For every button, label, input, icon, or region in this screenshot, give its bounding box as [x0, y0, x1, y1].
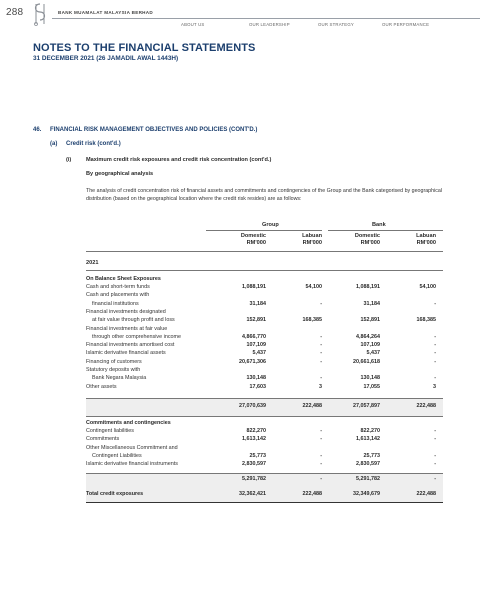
cell-value: 107,109 [246, 342, 266, 349]
cell-value: 31,184 [249, 300, 266, 307]
row-label: Contingent liabilities [86, 428, 134, 434]
bank-logo-icon [30, 2, 50, 26]
subtotal1-value: 27,070,639 [239, 403, 266, 409]
table-section-heading [86, 276, 443, 283]
cell-value: 25,773 [249, 452, 266, 459]
table-row-subtotal1 [86, 403, 443, 410]
subtotal2-value: 5,291,782 [242, 476, 266, 482]
row-label: Islamic derivative financial instruments [86, 461, 178, 468]
table-row [86, 436, 443, 443]
table-row [86, 309, 443, 316]
cell-value: 17,603 [249, 383, 266, 390]
cell-value: - [434, 333, 436, 340]
cell-value: 1,088,191 [242, 284, 266, 290]
row-label: Commitments [86, 436, 120, 443]
cell-value: 130,148 [360, 375, 380, 382]
note-number: 46. [33, 127, 42, 133]
cell-value: - [434, 375, 436, 382]
nav-our-performance[interactable]: OUR PERFORMANCE [382, 22, 430, 27]
table-row [86, 359, 443, 366]
year-rule [86, 270, 443, 271]
nav-about-us[interactable]: ABOUT US [181, 22, 205, 27]
col-bank-domestic: Domestic [354, 233, 380, 239]
row-label: Financial investments amortised cost [86, 342, 175, 349]
total-label: Total credit exposures [86, 491, 144, 497]
col-bank-labuan-unit: RM'000 [416, 240, 436, 246]
table-row [86, 375, 443, 382]
row-label: Cash and short-term funds [86, 284, 150, 290]
subtotal2-value: - [320, 476, 322, 482]
intro-paragraph: The analysis of credit concentration risk of financial assets and commitments and contingencies of the Group and the Bank categorised by geographical distribution (based on the geographical location where the credit risk resides) are as follows: [86, 188, 442, 202]
cell-value: 168,385 [302, 317, 322, 324]
row-label: Contingent Liabilities [92, 452, 142, 459]
subtotal1-top-rule [86, 398, 443, 399]
table-row [86, 317, 443, 324]
cell-value: - [320, 333, 322, 340]
cell-value: 822,270 [246, 428, 266, 434]
cell-value: - [320, 375, 322, 382]
cell-value: - [434, 300, 436, 307]
cell-value: 20,661,618 [353, 358, 380, 365]
cell-value: 4,864,264 [356, 333, 380, 340]
table-row [86, 428, 443, 435]
cell-value: 152,891 [360, 317, 380, 324]
page-number: 288 [6, 7, 24, 18]
table-row [86, 284, 443, 291]
cell-value: 1,613,142 [356, 436, 380, 443]
subtotal1-value: 222,488 [302, 403, 322, 409]
cell-value: 3 [319, 383, 322, 390]
total-bottom-rule [86, 502, 443, 503]
row-label: Cash and placements with [86, 292, 150, 299]
cell-value: 2,830,597 [242, 461, 266, 468]
table-row [86, 384, 443, 391]
cell-value: 822,270 [360, 428, 380, 434]
table-row [86, 350, 443, 357]
total-value: 32,362,421 [239, 491, 266, 497]
cell-value: - [434, 428, 436, 434]
table-row-total [86, 491, 443, 498]
nav-our-leadership[interactable]: OUR LEADERSHIP [249, 22, 290, 27]
year-label: 2021 [86, 260, 99, 266]
table-row [86, 461, 443, 468]
page-subtitle: 31 DECEMBER 2021 (26 JAMADIL AWAL 1443H) [33, 55, 179, 62]
row-label: Financing of customers [86, 358, 142, 365]
row-label: Other assets [86, 383, 117, 390]
group-label: Group [262, 222, 279, 228]
subtotal1-value: 27,057,897 [353, 403, 380, 409]
cell-value: 54,100 [419, 284, 436, 290]
cell-value: 4,866,770 [242, 333, 266, 340]
cell-value: 2,830,597 [356, 461, 380, 468]
cell-value: 168,385 [416, 317, 436, 324]
col-bank-domestic-unit: RM'000 [360, 240, 380, 246]
bank-rule [328, 230, 443, 231]
cell-value: 1,613,142 [242, 436, 266, 443]
cell-value: - [434, 350, 436, 357]
col-group-domestic-unit: RM'000 [246, 240, 266, 246]
page-title: NOTES TO THE FINANCIAL STATEMENTS [33, 42, 256, 54]
row-label: through other comprehensive income [92, 333, 181, 340]
cell-value: - [320, 358, 322, 365]
group-rule [206, 230, 322, 231]
header-divider [52, 18, 480, 19]
cell-value: 31,184 [363, 300, 380, 307]
cell-value: 20,671,306 [239, 358, 266, 365]
table-row-subtotal2 [86, 476, 443, 483]
cell-value: - [320, 350, 322, 357]
cell-value: - [434, 436, 436, 443]
cell-value: - [434, 461, 436, 468]
row-label: at fair value through profit and loss [92, 317, 175, 324]
section-label: On Balance Sheet Exposures [86, 276, 161, 282]
nav-our-strategy[interactable]: OUR STRATEGY [318, 22, 354, 27]
total-value: 32,349,679 [353, 491, 380, 497]
cell-value: - [320, 428, 322, 434]
cell-value: - [320, 342, 322, 349]
row-label: Financial investments at fair value [86, 325, 168, 332]
cell-value: 25,773 [363, 452, 380, 459]
table-row [86, 445, 443, 452]
subtotal2-value: 5,291,782 [356, 476, 380, 482]
subtotal1-bottom-rule [86, 416, 443, 417]
total-value: 222,488 [302, 491, 322, 497]
subsection-i-label: (i) [66, 157, 72, 163]
cell-value: 130,148 [246, 375, 266, 382]
col-group-labuan-unit: RM'000 [302, 240, 322, 246]
cell-value: 54,100 [305, 284, 322, 290]
cell-value: 5,437 [366, 350, 380, 357]
cell-value: 17,055 [363, 383, 380, 390]
cell-value: 1,088,191 [356, 284, 380, 290]
cell-value: - [320, 436, 322, 443]
table-row [86, 453, 443, 460]
subsection-a-label: (a) [50, 141, 58, 147]
row-label: Statutory deposits with [86, 367, 141, 373]
row-label: Islamic derivative financial assets [86, 350, 166, 357]
cell-value: 3 [433, 383, 436, 390]
page-header [0, 0, 480, 32]
col-group-domestic: Domestic [240, 233, 266, 239]
col-bank-labuan: Labuan [416, 233, 436, 239]
header-bottom-rule [86, 251, 443, 252]
table-row [86, 292, 443, 299]
cell-value: - [434, 452, 436, 459]
total-value: 222,488 [416, 491, 436, 497]
subtotal1-value: 222,488 [416, 403, 436, 409]
row-label: Bank Negara Malaysia [92, 375, 147, 382]
subtotal2-value: - [434, 476, 436, 482]
cell-value: - [434, 358, 436, 365]
col-group-labuan: Labuan [302, 233, 322, 239]
subtotal2-top-rule [86, 473, 443, 474]
row-label: Financial investments designated [86, 308, 166, 315]
row-label: Other Miscellaneous Commitment and [86, 444, 178, 451]
geo-analysis-heading: By geographical analysis [86, 171, 154, 177]
table-section-heading [86, 420, 443, 427]
table-row [86, 326, 443, 333]
section-label: Commitments and contingencies [86, 420, 171, 426]
cell-value: 5,437 [252, 350, 266, 357]
row-label: financial institutions [92, 300, 139, 307]
table-row [86, 342, 443, 349]
subsection-a-heading: Credit risk (cont'd.) [66, 141, 121, 147]
cell-value: - [320, 300, 322, 307]
bank-name: BANK MUAMALAT MALAYSIA BERHAD [58, 10, 154, 15]
cell-value: 107,109 [360, 342, 380, 349]
note-heading: FINANCIAL RISK MANAGEMENT OBJECTIVES AND POLICIES (CONT'D.) [50, 127, 258, 133]
cell-value: 152,891 [246, 317, 266, 324]
table-row [86, 334, 443, 341]
bank-label: Bank [372, 222, 386, 228]
cell-value: - [320, 461, 322, 468]
table-row [86, 301, 443, 308]
subsection-i-heading: Maximum credit risk exposures and credit risk concentration (cont'd.) [86, 157, 272, 163]
table-row [86, 367, 443, 374]
cell-value: - [320, 452, 322, 459]
cell-value: - [434, 342, 436, 349]
